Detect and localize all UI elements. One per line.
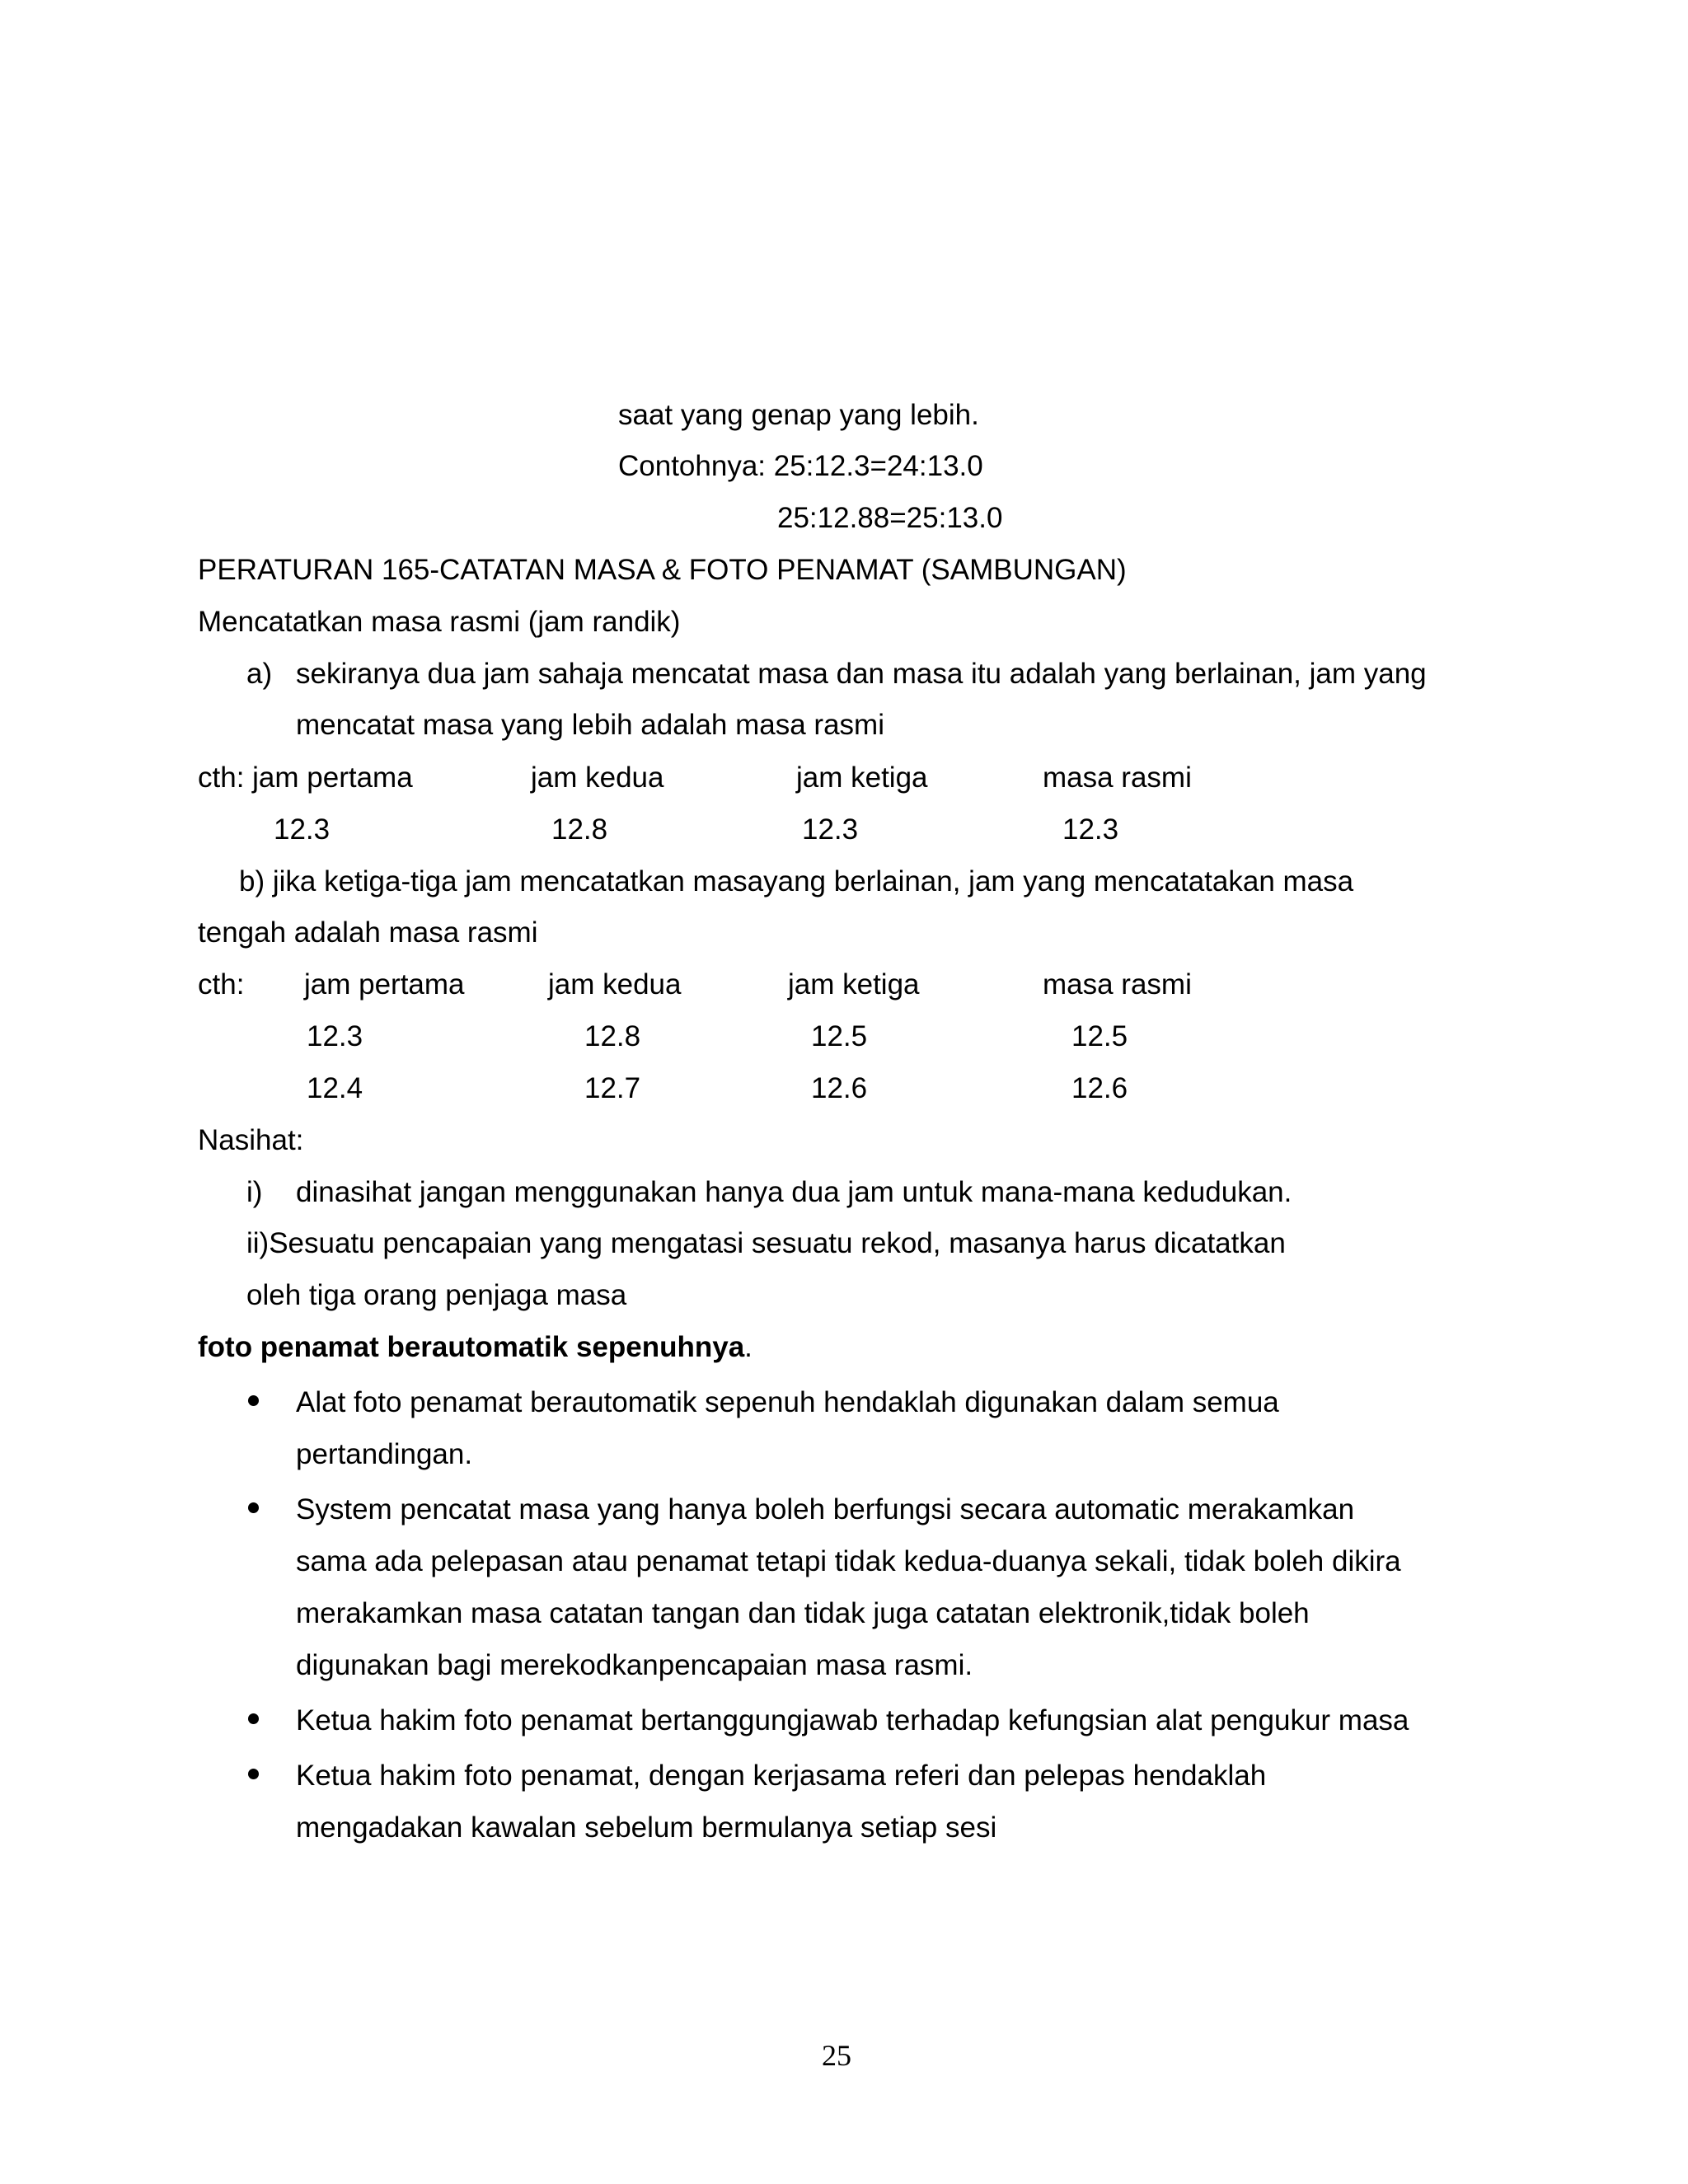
table-b-header-3: jam ketiga: [788, 968, 920, 1001]
advice-item-1: dinasihat jangan menggunakan hanya dua jam untuk mana-mana kedudukan.: [296, 1176, 1292, 1208]
table-b-label: cth:: [198, 968, 245, 1001]
table-b-cell: 12.5: [811, 1020, 868, 1052]
intro-line-3: 25:12.88=25:13.0: [777, 502, 1003, 534]
table-b-header-2: jam kedua: [548, 968, 682, 1001]
bullet-2-line-3: merakamkan masa catatan tangan dan tidak juga catatan elektronik,tidak boleh: [296, 1597, 1310, 1629]
item-a-line-2: mencatat masa yang lebih adalah masa rasmi: [296, 709, 884, 741]
advice-item-2-line-1: ii)Sesuatu pencapaian yang mengatasi sesuatu rekod, masanya harus dicatatkan: [246, 1227, 1286, 1259]
bullet-icon: [248, 1502, 259, 1513]
bullet-4-line-1: Ketua hakim foto penamat, dengan kerjasama referi dan pelepas hendaklah: [296, 1760, 1267, 1792]
advice-item-2-line-2: oleh tiga orang penjaga masa: [246, 1279, 627, 1311]
photo-finish-heading-tail: .: [744, 1331, 753, 1363]
page-number: 25: [822, 2039, 851, 2072]
table-a-cell: 12.3: [1062, 813, 1119, 846]
table-b-cell: 12.7: [584, 1072, 641, 1104]
bullet-2-line-2: sama ada pelepasan atau penamat tetapi tidak kedua-duanya sekali, tidak boleh dikira: [296, 1545, 1401, 1577]
section-heading: PERATURAN 165-CATATAN MASA & FOTO PENAMAT (SAMBUNGAN): [198, 554, 1127, 586]
table-b-cell: 12.8: [584, 1020, 641, 1052]
bullet-icon: [248, 1713, 259, 1724]
table-b-header-4: masa rasmi: [1043, 968, 1192, 1001]
item-b-line-2: tengah adalah masa rasmi: [198, 916, 538, 949]
bullet-3-line-1: Ketua hakim foto penamat bertanggungjawab terhadap kefungsian alat pengukur masa: [296, 1704, 1409, 1736]
table-a-header-1: cth: jam pertama: [198, 762, 413, 794]
bullet-icon: [248, 1769, 259, 1779]
item-a-marker: a): [246, 658, 273, 690]
bullet-2-line-1: System pencatat masa yang hanya boleh berfungsi secara automatic merakamkan: [296, 1493, 1355, 1526]
bullet-2-line-4: digunakan bagi merekodkanpencapaian masa rasmi.: [296, 1649, 973, 1681]
table-a-header-2: jam kedua: [531, 762, 664, 794]
table-a-cell: 12.8: [551, 813, 608, 846]
item-b-line-1: b) jika ketiga-tiga jam mencatatkan masayang berlainan, jam yang mencatatakan masa: [239, 865, 1354, 898]
photo-finish-heading: [198, 1333, 753, 1361]
advice-item-1-marker: i): [246, 1176, 263, 1208]
table-b-cell: 12.3: [307, 1020, 363, 1052]
table-a-header-3: jam ketiga: [796, 762, 928, 794]
table-b-cell: 12.4: [307, 1072, 363, 1104]
item-a-line-1: sekiranya dua jam sahaja mencatat masa dan masa itu adalah yang berlainan, jam yang: [296, 658, 1427, 690]
bullet-4-line-2: mengadakan kawalan sebelum bermulanya setiap sesi: [296, 1811, 997, 1844]
table-a-cell: 12.3: [274, 813, 331, 846]
intro-line-2: Contohnya: 25:12.3=24:13.0: [618, 450, 983, 482]
intro-line-1: saat yang genap yang lebih.: [618, 399, 979, 431]
table-b-cell: 12.5: [1071, 1020, 1128, 1052]
table-a-cell: 12.3: [802, 813, 859, 846]
advice-title: Nasihat:: [198, 1124, 304, 1156]
photo-finish-heading-bold: foto penamat berautomatik sepenuhnya: [198, 1331, 745, 1363]
bullet-1-line-2: pertandingan.: [296, 1438, 473, 1470]
table-a-header-4: masa rasmi: [1043, 762, 1192, 794]
table-b-cell: 12.6: [811, 1072, 868, 1104]
table-b-cell: 12.6: [1071, 1072, 1128, 1104]
bullet-icon: [248, 1395, 259, 1406]
section-subheading: Mencatatkan masa rasmi (jam randik): [198, 606, 681, 638]
table-b-header-1: jam pertama: [304, 968, 465, 1001]
bullet-1-line-1: Alat foto penamat berautomatik sepenuh hendaklah digunakan dalam semua: [296, 1386, 1279, 1418]
